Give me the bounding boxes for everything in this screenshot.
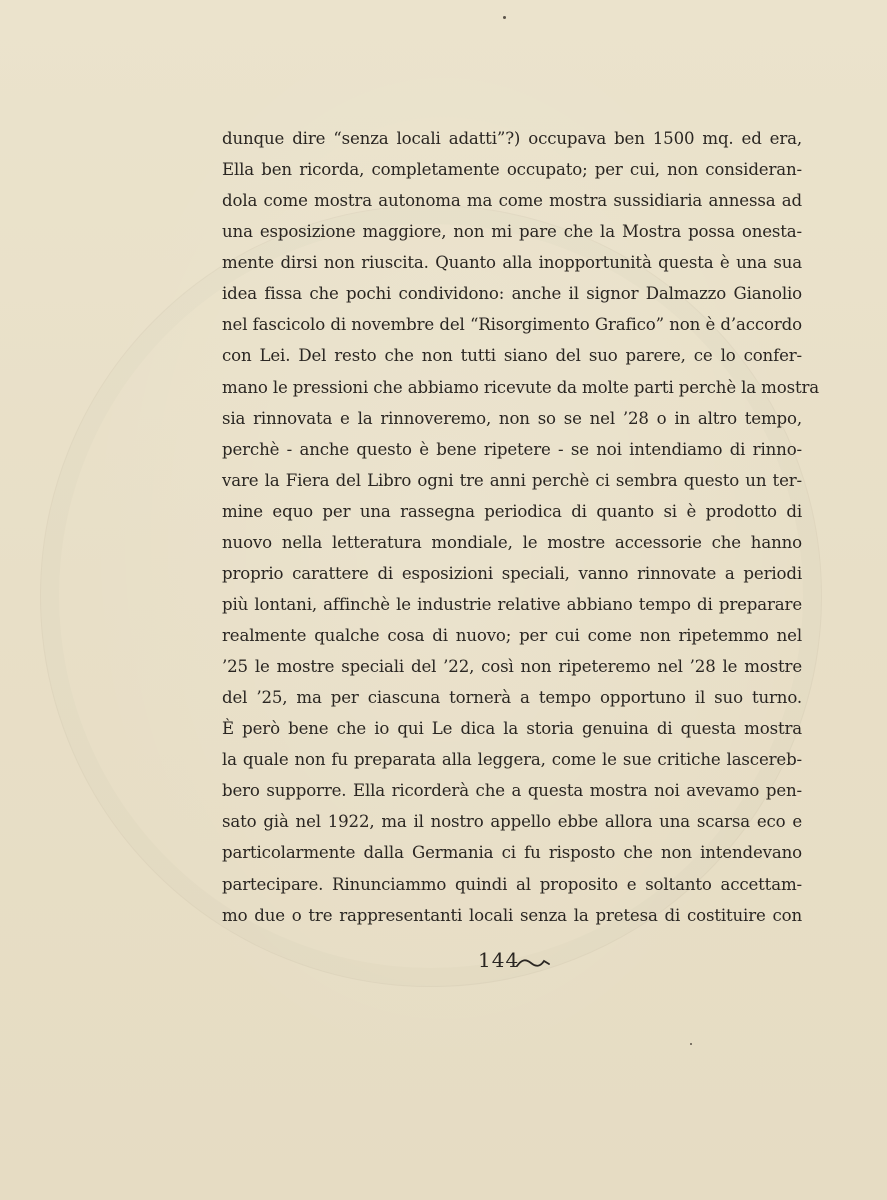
text-line: È però bene che io qui Le dica la storia genuina di questa mostra <box>222 719 802 739</box>
text-line: particolarmente dalla Germania ci fu risposto che non intendevano <box>222 843 802 863</box>
text-line: dunque dire “senza locali adatti”?) occupava ben 1500 mq. ed era, <box>222 129 802 148</box>
tilde-ornament-icon <box>516 957 550 969</box>
text-line: realmente qualche cosa di nuovo; per cui come non ripetemmo nel <box>222 626 802 645</box>
text-line: mano le pressioni che abbiamo ricevute da molte parti perchè la mostra <box>222 377 819 397</box>
text-line: dola come mostra autonoma ma come mostra sussidiaria annessa ad <box>222 191 802 211</box>
text-line: idea fissa che pochi condividono: anche il signor Dalmazzo Gianolio <box>222 284 802 304</box>
text-line: la quale non fu preparata alla leggera, come le sue critiche lascereb- <box>222 750 802 770</box>
text-line: mente dirsi non riuscita. Quanto alla inopportunità questa è una sua <box>222 253 802 273</box>
text-line: mine equo per una rassegna periodica di quanto si è prodotto di <box>222 501 802 521</box>
text-line: una esposizione maggiore, non mi pare che la Mostra possa onesta- <box>222 222 802 242</box>
text-line: bero supporre. Ella ricorderà che a questa mostra noi avevamo pen- <box>222 781 802 801</box>
text-line: ’25 le mostre speciali del ’22, così non ripeteremo nel ’28 le mostre <box>222 657 802 677</box>
body-text <box>222 123 819 931</box>
text-line: nuovo nella letteratura mondiale, le mostre accessorie che hanno <box>222 532 802 552</box>
text-line: mo due o tre rappresentanti locali senza la pretesa di costituire con <box>222 905 802 925</box>
text-line: perchè - anche questo è bene ripetere - se noi intendiamo di rinno- <box>222 439 802 459</box>
text-line: sato già nel 1922, ma il nostro appello ebbe allora una scarsa eco e <box>222 812 802 832</box>
text-line: partecipare. Rinunciammo quindi al proposito e soltanto accettam- <box>222 874 802 894</box>
paper-speck-dot <box>503 16 506 19</box>
text-line: più lontani, affinchè le industrie relative abbiano tempo di preparare <box>222 594 802 614</box>
paper-speck-dot <box>690 1043 692 1045</box>
text-line: Ella ben ricorda, completamente occupato; per cui, non consideran- <box>222 160 802 180</box>
text-line: proprio carattere di esposizioni speciali, vanno rinnovate a periodi <box>222 563 802 583</box>
text-line: vare la Fiera del Libro ogni tre anni perchè ci sembra questo un ter- <box>222 470 802 490</box>
page-number: 144 <box>478 948 520 972</box>
text-line: con Lei. Del resto che non tutti siano del suo parere, ce lo confer- <box>222 346 802 366</box>
text-line: del ’25, ma per ciascuna tornerà a tempo opportuno il suo turno. <box>222 688 802 708</box>
text-line: sia rinnovata e la rinnoveremo, non so se nel ’28 o in altro tempo, <box>222 408 802 428</box>
text-line: nel fascicolo di novembre del “Risorgimento Grafico” non è d’accordo <box>222 315 802 335</box>
